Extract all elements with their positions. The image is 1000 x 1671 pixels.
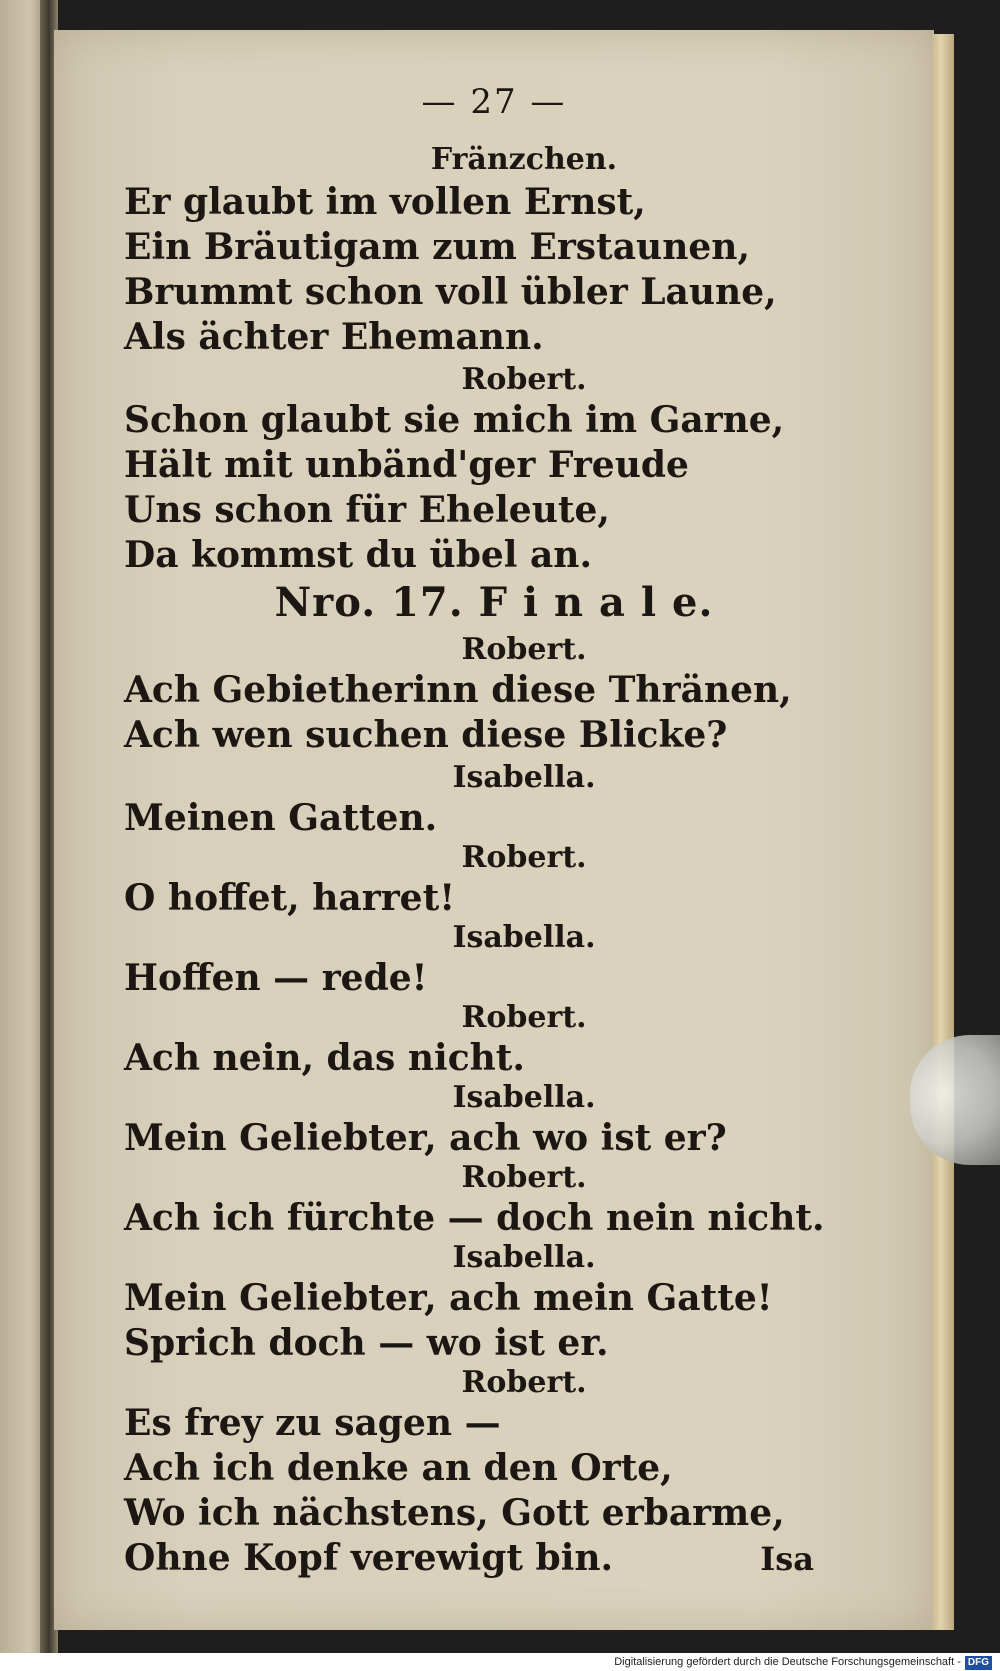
speaker-label: Isabella. [452, 760, 596, 795]
speaker-label: Robert. [461, 1000, 587, 1035]
verse-line: Es frey zu sagen — [124, 1402, 501, 1444]
verse-line: Mein Geliebter, ach wo ist er? [124, 1117, 727, 1159]
speaker-label: Robert. [461, 1365, 587, 1400]
verse-line: Mein Geliebter, ach mein Gatte! [124, 1277, 773, 1319]
verse-line: Als ächter Ehemann. [124, 316, 544, 358]
verse-line: Ach Gebietherinn diese Thränen, [124, 669, 792, 711]
verse-line: Wo ich nächstens, Gott erbarme, [124, 1492, 785, 1534]
verse-line: Da kommst du übel an. [124, 534, 593, 576]
speaker-label: Robert. [461, 632, 587, 667]
verse-line: O hoffet, harret! [124, 877, 455, 919]
page-stack-edge [932, 34, 954, 1630]
catchword: Isa [760, 1540, 814, 1578]
verse-line: Ach ich denke an den Orte, [124, 1447, 673, 1489]
speaker-label: Robert. [461, 1160, 587, 1195]
dfg-logo: DFG [965, 1656, 992, 1670]
verse-line: Schon glaubt sie mich im Garne, [124, 399, 785, 441]
verse-line: Hoffen — rede! [124, 957, 428, 999]
verse-line: Brummt schon voll übler Laune, [124, 271, 777, 313]
speaker-label: Isabella. [452, 1080, 596, 1115]
digitization-footer [0, 1653, 1000, 1671]
speaker-label: Robert. [461, 362, 587, 397]
verse-line: Uns schon für Eheleute, [124, 489, 610, 531]
speaker-label: Fränzchen. [430, 142, 618, 177]
speaker-label: Isabella. [452, 1240, 596, 1275]
verse-line: Ach nein, das nicht. [124, 1037, 525, 1079]
footer-text: Digitalisierung gefördert durch die Deutsche Forschungsgemeinschaft - [614, 1656, 961, 1668]
verse-line: Er glaubt im vollen Ernst, [124, 181, 646, 223]
verse-line: Meinen Gatten. [124, 797, 438, 839]
section-heading: Nro. 17. F i n a l e. [274, 579, 714, 626]
verse-line: Ein Bräutigam zum Erstaunen, [124, 226, 750, 268]
page-content [54, 30, 934, 1630]
page-number: — 27 — [421, 82, 567, 122]
verse-line: Sprich doch — wo ist er. [124, 1322, 609, 1364]
verse-line: Hält mit unbänd'ger Freude [124, 444, 689, 486]
speaker-label: Robert. [461, 840, 587, 875]
verse-line: Ach ich fürchte — doch nein nicht. [124, 1197, 825, 1239]
verse-line: Ohne Kopf verewigt bin. [124, 1537, 614, 1579]
verse-line: Ach wen suchen diese Blicke? [124, 714, 728, 756]
speaker-label: Isabella. [452, 920, 596, 955]
